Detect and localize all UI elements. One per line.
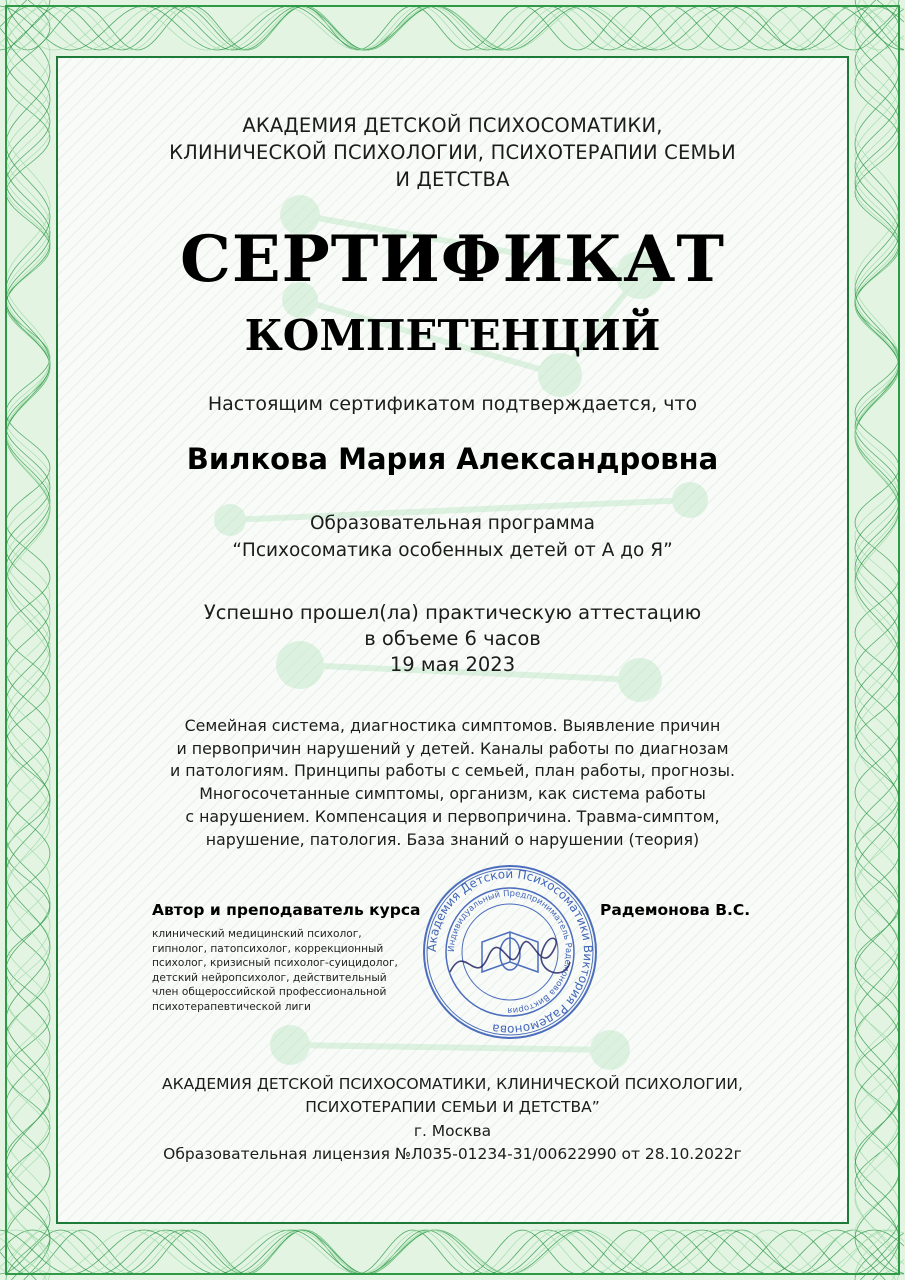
signer-name: Радемонова В.С. xyxy=(600,901,751,919)
program-name: “Психосоматика особенных детей от А до Я” xyxy=(232,540,673,561)
stamp-inner-text: Индивидуальный Предприниматель Радемонова Виктория xyxy=(446,888,574,1016)
academy-line: АКАДЕМИЯ ДЕТСКОЙ ПСИХОСОМАТИКИ, xyxy=(242,114,663,137)
author-heading: Автор и преподаватель курса xyxy=(152,901,421,919)
footer-city: г. Москва xyxy=(413,1121,492,1140)
description-line: и патологиям. Принципы работы с семьей, план работы, прогнозы. xyxy=(170,761,735,781)
attestation-block xyxy=(0,600,905,678)
description-line: с нарушением. Компенсация и первопричина. Травма-симптом, xyxy=(185,806,720,826)
description-line: Семейная система, диагностика симптомов. Выявление причин xyxy=(184,716,721,735)
description-line: Многосочетанные симптомы, организм, как система работы xyxy=(199,784,706,804)
author-credentials xyxy=(152,927,422,1015)
stamp-outer-text: Академия Детской Психосоматики Виктория Радемонова xyxy=(424,866,596,1038)
academy-line: И ДЕТСТВА xyxy=(395,168,510,191)
academy-header xyxy=(0,112,905,193)
attestation-date: 19 мая 2023 xyxy=(389,653,516,676)
confirmation-text: Настоящим сертификатом подтверждается, что xyxy=(207,393,698,415)
academy-line: КЛИНИЧЕСКОЙ ПСИХОЛОГИИ, ПСИХОТЕРАПИИ СЕМЬИ xyxy=(169,141,736,164)
footer-block xyxy=(0,1073,905,1166)
credential-line: клинический медицинский психолог, xyxy=(152,928,362,940)
program-label: Образовательная программа xyxy=(310,513,595,534)
footer-license: Образовательная лицензия №Л035-01234-31/00622990 от 28.10.2022г xyxy=(163,1144,742,1163)
footer-line: АКАДЕМИЯ ДЕТСКОЙ ПСИХОСОМАТИКИ, КЛИНИЧЕСКОЙ ПСИХОЛОГИИ, xyxy=(162,1075,743,1093)
credential-line: психолог, кризисный психолог-суицидолог, xyxy=(152,957,398,970)
credential-line: детский нейропсихолог, действительный xyxy=(152,971,387,984)
program-block xyxy=(0,510,905,564)
certificate-title: СЕРТИФИКАТ xyxy=(179,222,726,297)
course-description xyxy=(0,715,905,851)
credential-line: член общероссийской профессиональной xyxy=(152,986,387,999)
description-line: нарушение, патология. База знаний о нарушении (теория) xyxy=(205,829,700,849)
footer-line: ПСИХОТЕРАПИИ СЕМЬИ И ДЕТСТВА” xyxy=(305,1098,600,1117)
attestation-hours: в объеме 6 часов xyxy=(364,627,541,650)
description-line: и первопричин нарушений у детей. Каналы работы по диагнозам xyxy=(176,738,729,758)
credential-line: гипнолог, патопсихолог, коррекционный xyxy=(152,942,384,955)
certificate-subtitle: КОМПЕТЕНЦИЙ xyxy=(244,311,661,360)
official-stamp xyxy=(420,862,600,1042)
attestation-line: Успешно прошел(ла) практическую аттестацию xyxy=(203,601,702,624)
recipient-name: Вилкова Мария Александровна xyxy=(186,442,719,476)
credential-line: психотерапевтической лиги xyxy=(152,1000,311,1013)
